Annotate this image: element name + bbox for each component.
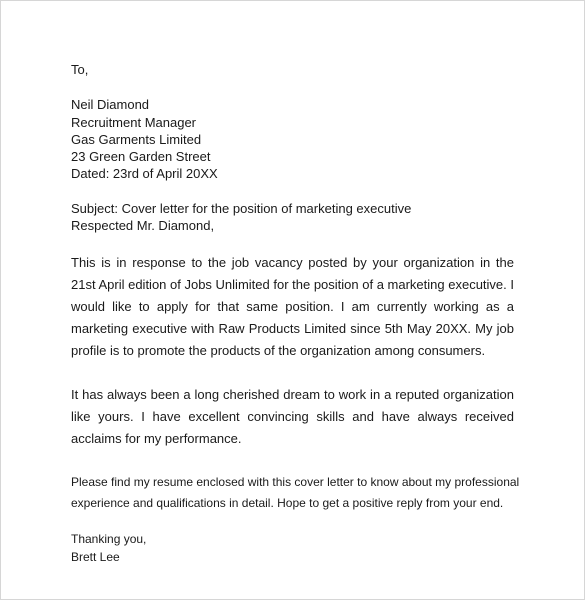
recipient-address: 23 Green Garden Street [71,149,211,165]
recipient-title: Recruitment Manager [71,114,196,130]
spacer [71,183,514,200]
spacer [71,362,514,384]
closing-phrase: Thanking you, [71,532,147,547]
spacer [71,234,514,252]
closing-block [71,531,514,566]
spacer [71,514,514,531]
recipient-block [71,96,514,182]
recipient-company: Gas Garments Limited [71,131,202,147]
signature-name: Brett Lee [71,549,120,564]
body-paragraph-1: This is in response to the job vacancy posted by your organization in the 21st April edition of Jobs Unlimited for the position of a marketing executive. I would like to apply for that same position. I am currently working as a marketing executive with Raw Products Limited since 5th May 20XX. My job profile is to promote the products of the organization among consumers. [71,255,514,359]
body-paragraph-2: It has always been a long cherished dream to work in a reputed organization like yours. I have excellent convincing skills and have always received acclaims for my performance. [71,387,514,447]
spacer [71,78,514,96]
salutation-to: To, [71,62,89,77]
recipient-name: Neil Diamond [71,97,150,113]
paragraph-3-line-2: experience and qualifications in detail. Hope to get a positive reply from your end. [71,496,504,511]
subject-line: Subject: Cover letter for the position of marketing executive [71,200,412,216]
spacer [71,450,514,472]
greeting: Respected Mr. Diamond, [71,218,215,234]
letter-date: Dated: 23rd of April 20XX [71,166,218,182]
paragraph-3-line-1: Please find my resume enclosed with this cover letter to know about my professional [71,475,520,490]
cover-letter [71,61,520,566]
body-paragraph-3 [71,472,520,514]
